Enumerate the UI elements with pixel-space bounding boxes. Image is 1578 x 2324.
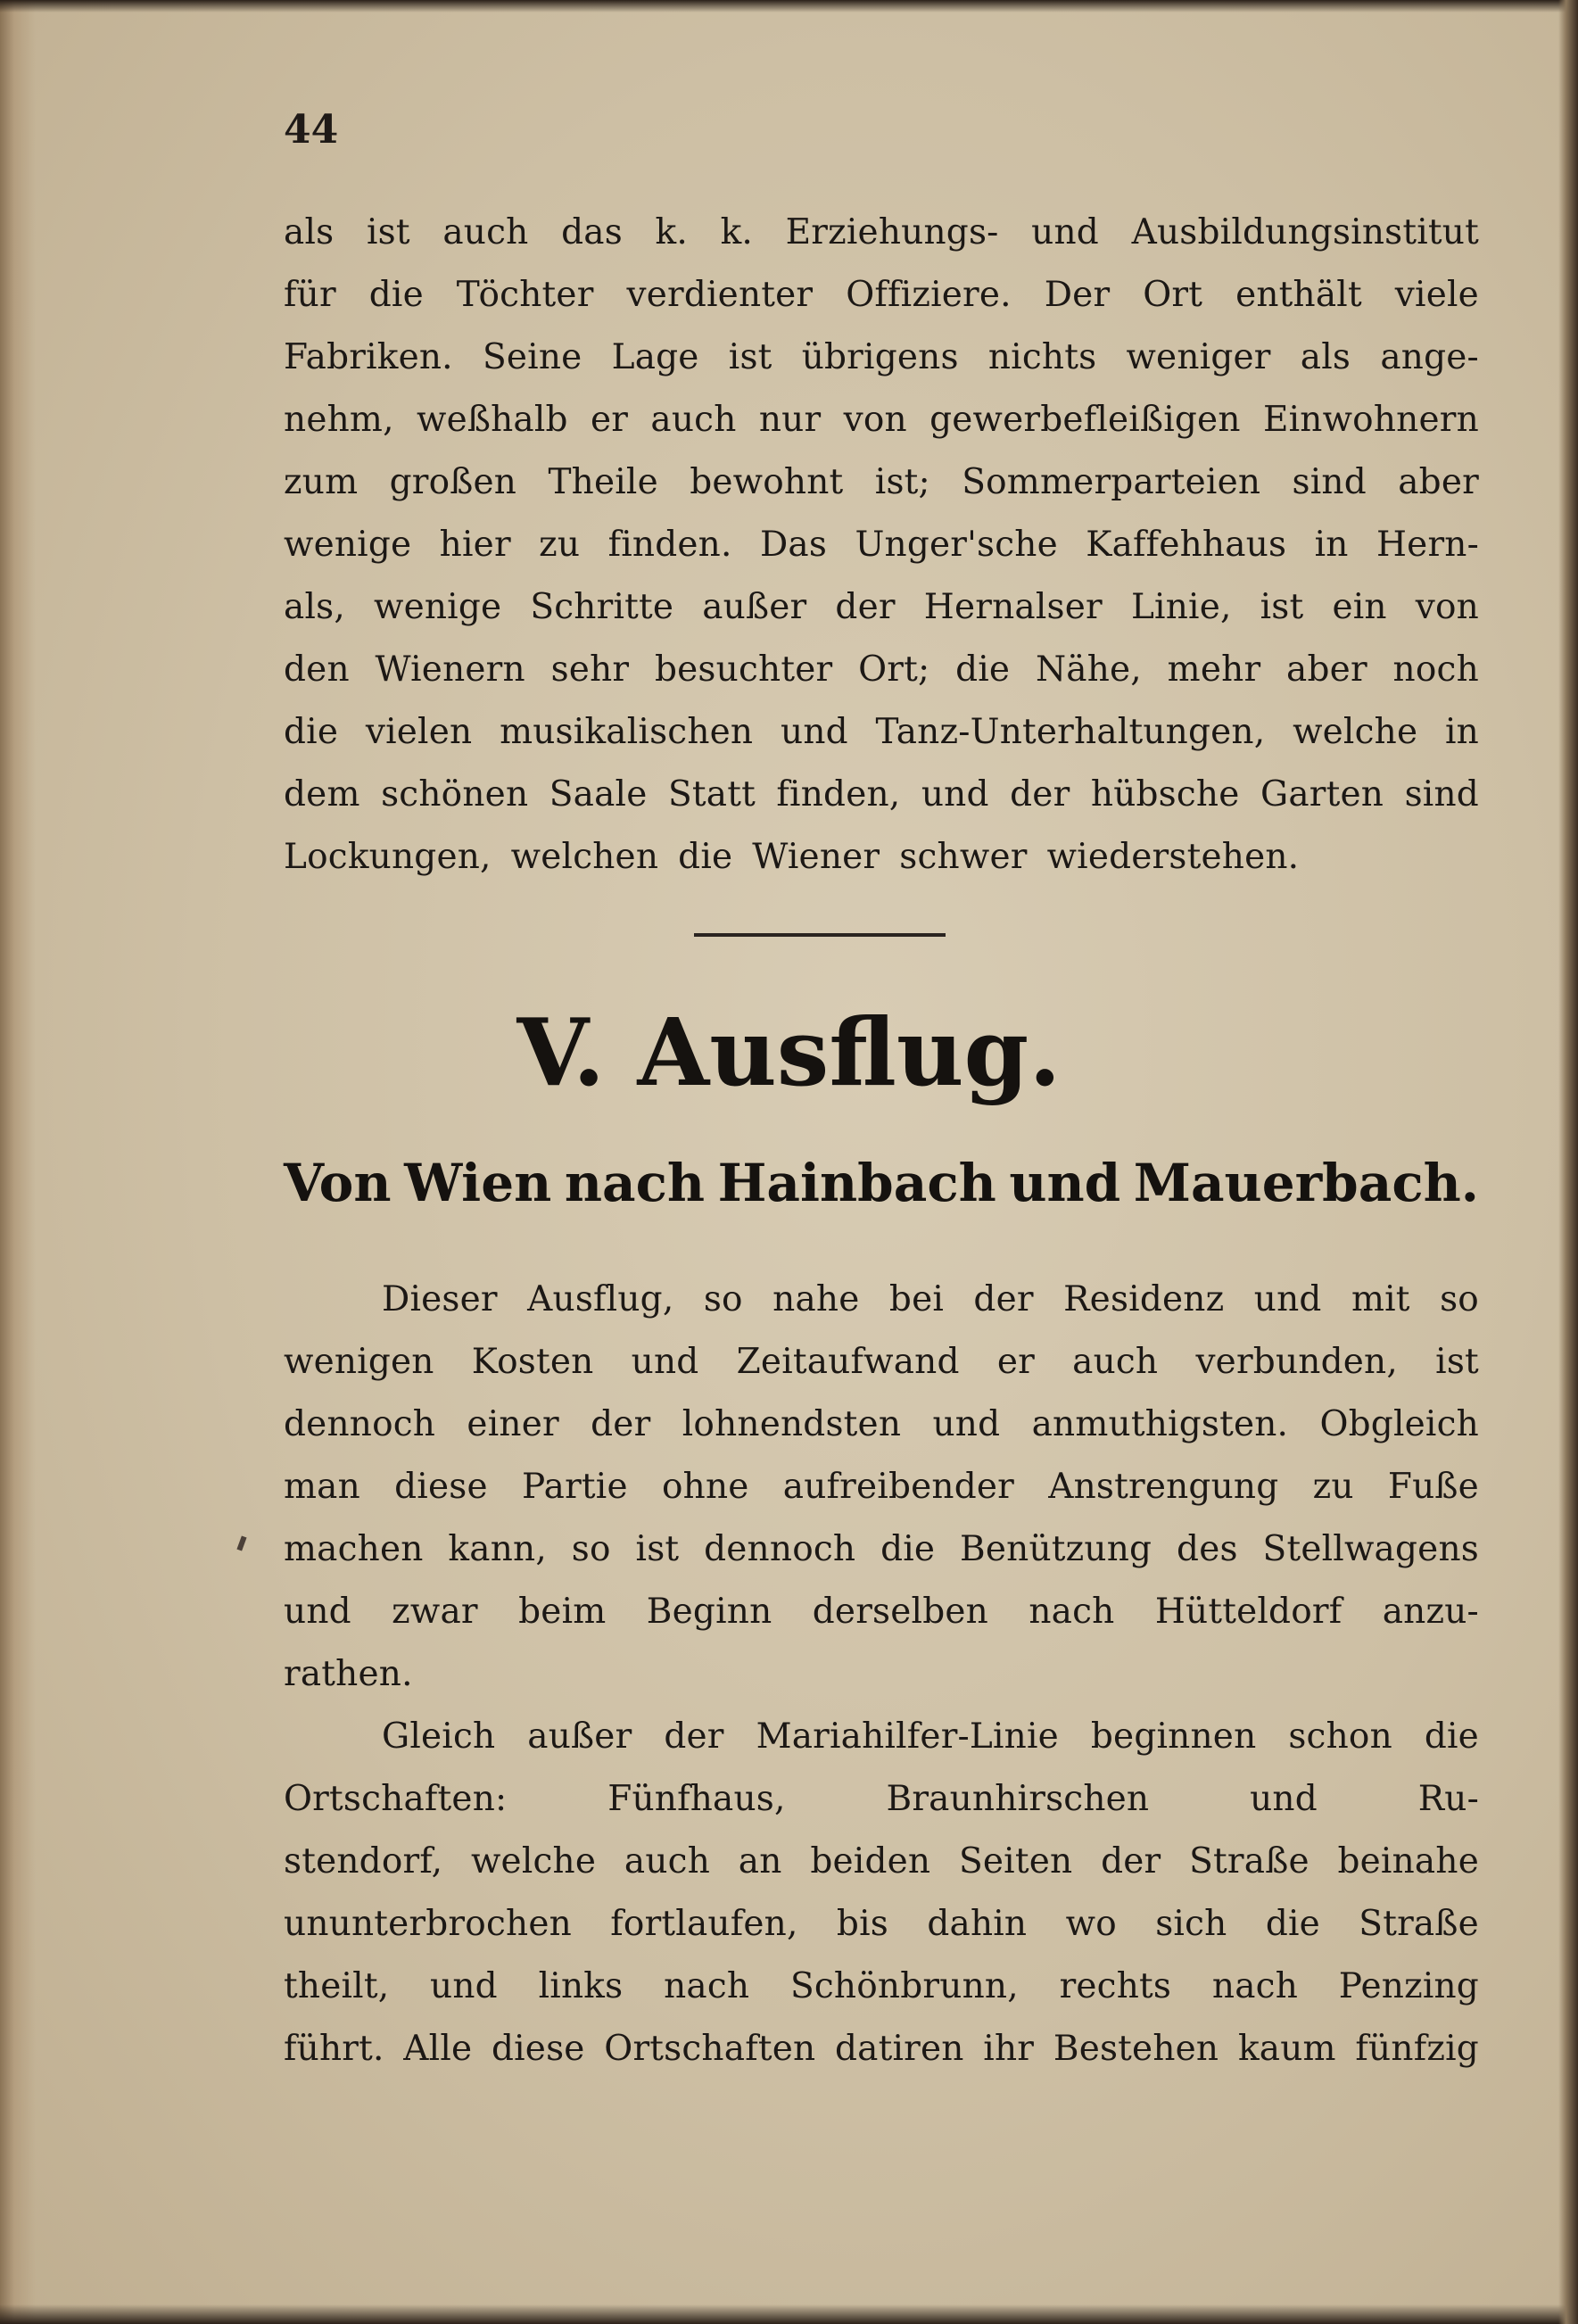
text-line: Lockungen, welchen die Wiener schwer wiederstehen. — [284, 837, 1300, 877]
page-number: 44 — [284, 107, 339, 153]
chapter-title: V. Ausflug. — [516, 997, 1062, 1107]
text-line: Fabriken. Seine Lage ist übrigens nichts weniger als ange- — [284, 337, 1479, 377]
text-line: die vielen musikalischen und Tanz-Unterhaltungen, welche in — [284, 712, 1479, 752]
page-bottom-shadow — [0, 2304, 1578, 2324]
paragraph-3 — [284, 1706, 1479, 2080]
text-line: dennoch einer der lohnendsten und anmuthigsten. Obgleich — [284, 1404, 1479, 1444]
text-line: Ortschaften: Fünfhaus, Braunhirschen und Ru- — [284, 1779, 1479, 1819]
text-line: theilt, und links nach Schönbrunn, rechts nach Penzing — [284, 1966, 1479, 2006]
paragraph-1 — [284, 202, 1479, 889]
text-line: nehm, weßhalb er auch nur von gewerbefleißigen Einwohnern — [284, 400, 1479, 440]
text-line: zum großen Theile bewohnt ist; Sommerparteien sind aber — [284, 462, 1479, 502]
text-line: wenige hier zu finden. Das Unger'sche Kaffehhaus in Hern- — [284, 525, 1479, 565]
text-line: man diese Partie ohne aufreibender Anstrengung zu Fuße — [284, 1467, 1479, 1507]
text-line: rathen. — [284, 1654, 413, 1694]
text-line: machen kann, so ist dennoch die Benützung des Stellwagens — [284, 1529, 1479, 1569]
paragraph-2 — [284, 1269, 1479, 1706]
text-line: stendorf, welche auch an beiden Seiten der Straße beinahe — [284, 1841, 1479, 1882]
text-line: Dieser Ausflug, so nahe bei der Residenz und mit so — [382, 1279, 1479, 1319]
text-line: als ist auch das k. k. Erziehungs- und Ausbildungsinstitut — [284, 212, 1479, 252]
text-line: ununterbrochen fortlaufen, bis dahin wo sich die Straße — [284, 1904, 1479, 1944]
text-line: für die Töchter verdienter Offiziere. Der Ort enthält viele — [284, 275, 1479, 315]
stray-ink-mark — [236, 1535, 246, 1551]
text-line: wenigen Kosten und Zeitaufwand er auch verbunden, ist — [284, 1342, 1479, 1382]
text-line: und zwar beim Beginn derselben nach Hütteldorf anzu- — [284, 1592, 1479, 1632]
text-line: dem schönen Saale Statt finden, und der hübsche Garten sind — [284, 774, 1479, 815]
text-line: führt. Alle diese Ortschaften datiren ihr Bestehen kaum fünfzig — [284, 2029, 1479, 2069]
text-line: den Wienern sehr besuchter Ort; die Nähe, mehr aber noch — [284, 649, 1479, 690]
text-line: als, wenige Schritte außer der Hernalser Linie, ist ein von — [284, 587, 1479, 627]
chapter-subtitle: Von Wien nach Hainbach und Mauerbach. — [284, 1153, 1479, 1213]
text-line: Gleich außer der Mariahilfer-Linie beginnen schon die — [382, 1716, 1479, 1757]
section-divider — [694, 933, 946, 937]
page-top-shadow — [0, 0, 1578, 12]
